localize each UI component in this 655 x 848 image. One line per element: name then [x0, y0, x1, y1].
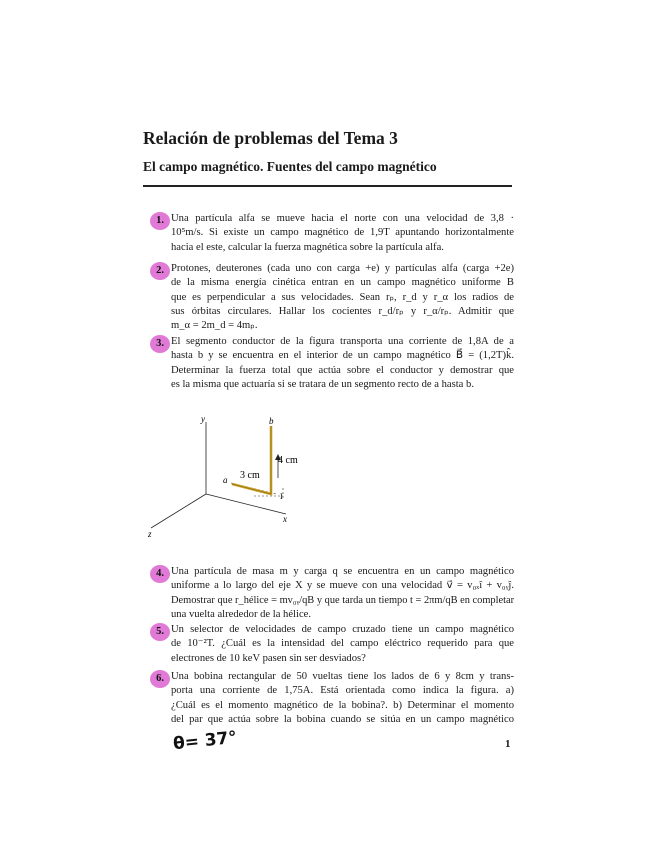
problem-line: uniforme a lo largo del eje X y se mueve con una velocidad v⃗ = v₀ₓî + v₀ᵧĵ.	[171, 580, 514, 592]
problem-line: Demostrar que r_hélice = mv₀ᵧ/qB y que tarda un tiempo t = 2πm/qB en completar	[171, 594, 515, 606]
problem-line: que es perpendicular a sus velocidades. Sean rₚ, r_d y r_α los radios de	[171, 291, 514, 303]
problem-text	[171, 262, 514, 333]
current-label: I	[280, 492, 283, 501]
problem-3	[150, 335, 514, 392]
axis-z-label: z	[148, 529, 152, 539]
handwritten-note: θ= 37°	[172, 727, 238, 755]
problem-line: 10⁵m/s. Si existe un campo magnético de 1,9T apuntando horizontalmente	[171, 227, 514, 239]
problem-line: Determinar la fuerza total que actúa sobre el conductor y demostrar que	[171, 364, 514, 376]
z-axis	[151, 494, 206, 528]
problem-line: una vuelta alrededor de la hélice.	[171, 608, 311, 620]
point-b-label: b	[269, 416, 274, 426]
problem-number-highlight: 2.	[150, 262, 170, 280]
problem-4	[150, 565, 514, 622]
problem-line: de 10⁻²T. ¿Cuál es la intensidad del campo eléctrico requerido para que	[171, 638, 514, 650]
length-4cm-label: 4 cm	[278, 455, 298, 466]
problem-1	[150, 212, 514, 255]
document-title: Relación de problemas del Tema 3	[143, 128, 398, 148]
problem-number-highlight: 6.	[150, 670, 170, 688]
problem-text	[171, 670, 514, 727]
problem-line: del par que actúa sobre la bobina cuando se sitúa en un campo magnético	[171, 713, 514, 725]
problem-line: sus órbitas circulares. Hallar los cocientes r_d/rₚ y r_α/rₚ. Admitir que	[171, 305, 514, 317]
title-rule	[143, 185, 512, 187]
page-number: 1	[505, 738, 511, 750]
document-subtitle: El campo magnético. Fuentes del campo magnético	[143, 159, 437, 174]
problem-line: electrones de 10 keV pasen sin ser desviados?	[171, 652, 366, 664]
problem-number-highlight: 4.	[150, 565, 170, 583]
problem-line: porta una corriente de 1,75A. Está orientada como indica la figura. a)	[171, 685, 514, 697]
problem-line: hasta b y se encuentra en el interior de un campo magnético B⃗ = (1,2T)k̂.	[171, 350, 514, 362]
problem-text	[171, 623, 514, 666]
problem-line: es la misma que actuaría si se tratara de un segmento recto de a hasta b.	[171, 378, 474, 390]
problem-number-highlight: 3.	[150, 335, 170, 353]
problem-line: m_α = 2m_d = 4mₚ.	[171, 320, 258, 332]
problem-line: Una partícula de masa m y carga q se encuentra en un campo magnético	[171, 566, 514, 577]
problem-line: Una bobina rectangular de 50 vueltas tiene los lados de 6 y 8cm y trans-	[171, 671, 514, 682]
problem-text	[171, 565, 514, 622]
problem-line: ¿Cuál es el momento magnético de la bobina?. b) Determinar el momento	[171, 699, 514, 711]
problem-line: Protones, deuterones (cada uno con carga +e) y partículas alfa (carga +2e)	[171, 263, 514, 274]
problem-2	[150, 262, 514, 333]
problem-number-highlight: 1.	[150, 212, 170, 230]
problem-line: Una partícula alfa se mueve hacia el norte con una velocidad de 3,8 ·	[171, 213, 514, 224]
conductor-wire	[232, 426, 271, 494]
axis-x-label: x	[283, 514, 287, 524]
length-3cm-label: 3 cm	[240, 470, 260, 481]
axis-y-label: y	[201, 414, 205, 424]
problem-text	[171, 212, 514, 255]
problem-text	[171, 335, 514, 392]
conductor-figure	[143, 410, 323, 540]
problem-6	[150, 670, 514, 727]
x-axis	[206, 494, 286, 514]
problem-line: El segmento conductor de la figura transporta una corriente de 1,8A de a	[171, 336, 514, 347]
problem-5	[150, 623, 514, 666]
problem-line: Un selector de velocidades de campo cruzado tiene un campo magnético	[171, 624, 514, 635]
problem-line: de la misma energía cinética entran en un campo magnético uniforme B	[171, 277, 514, 289]
point-a-label: a	[223, 475, 228, 485]
problem-line: hacia el este, calcular la fuerza magnética sobre la partícula alfa.	[171, 241, 444, 253]
problem-number-highlight: 5.	[150, 623, 170, 641]
